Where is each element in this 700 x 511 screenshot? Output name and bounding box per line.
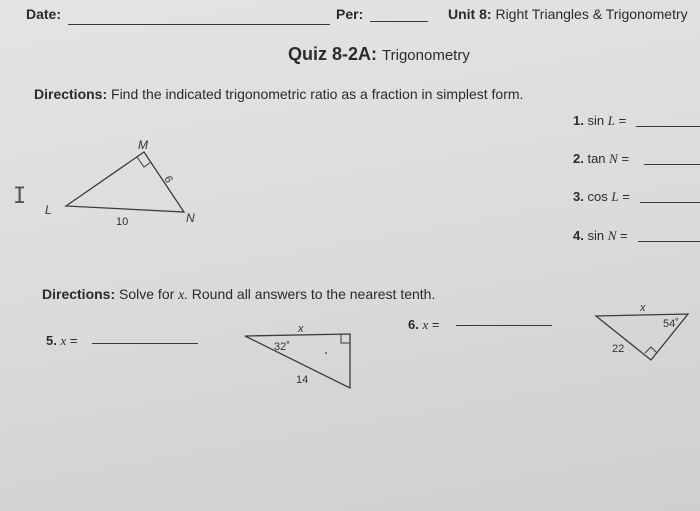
problem-6-label: 6. x =: [408, 317, 440, 332]
quiz-title: [288, 44, 470, 65]
quiz-topic: Trigonometry: [382, 47, 470, 64]
directions-label: Directions:: [34, 86, 108, 102]
side-22-label: 22: [612, 343, 625, 355]
problem-1-answer-blank[interactable]: [636, 126, 700, 127]
problem-2-label: 2. tan N =: [573, 151, 630, 166]
side-mn-label: 6: [161, 174, 175, 186]
problem-5-answer-blank[interactable]: [92, 343, 198, 344]
problem-3-answer-blank[interactable]: [640, 202, 700, 203]
text-cursor-icon: I: [13, 184, 27, 209]
angle-54-label: 54˚: [663, 318, 679, 330]
date-label: Date:: [26, 6, 62, 22]
directions-2-label: Directions:: [42, 286, 116, 302]
triangle-problem-5: [240, 322, 380, 392]
vertex-n-label: N: [186, 211, 195, 225]
problem-1-label: 1. sin L =: [573, 113, 627, 128]
directions-solve: Directions: Solve for x. Round all answers to the nearest tenth.: [42, 286, 436, 303]
date-blank: [68, 24, 330, 25]
problem-2-answer-blank[interactable]: [644, 164, 700, 165]
triangle-problem-6: [588, 300, 698, 370]
problem-3-label: 3. cos L =: [573, 189, 630, 204]
side-x-label: x: [298, 323, 304, 335]
vertex-m-label: M: [138, 138, 148, 152]
period-blank: [370, 21, 428, 22]
side-14-label: 14: [296, 374, 309, 386]
side-ln-label: 10: [116, 216, 129, 228]
problem-6-answer-blank[interactable]: [456, 325, 552, 326]
directions-text: Find the indicated trigonometric ratio as a fraction in simplest form.: [111, 86, 524, 102]
side-x-label-6: x: [640, 302, 646, 314]
unit-name: Right Triangles & Trigonometry: [495, 6, 688, 22]
problem-4-answer-blank[interactable]: [638, 241, 700, 242]
period-label: Per:: [336, 6, 364, 22]
angle-32-label: 32˚: [274, 341, 290, 353]
directions-trig-ratio: [34, 86, 523, 102]
unit-title: [448, 6, 688, 22]
quiz-number: Quiz 8-2A:: [288, 44, 378, 64]
vertex-l-label: L: [45, 203, 52, 217]
problem-4-label: 4. sin N =: [573, 228, 628, 243]
unit-number: Unit 8:: [448, 6, 492, 22]
triangle-lmn: [30, 130, 250, 240]
problem-5-label: 5. x =: [46, 333, 78, 348]
